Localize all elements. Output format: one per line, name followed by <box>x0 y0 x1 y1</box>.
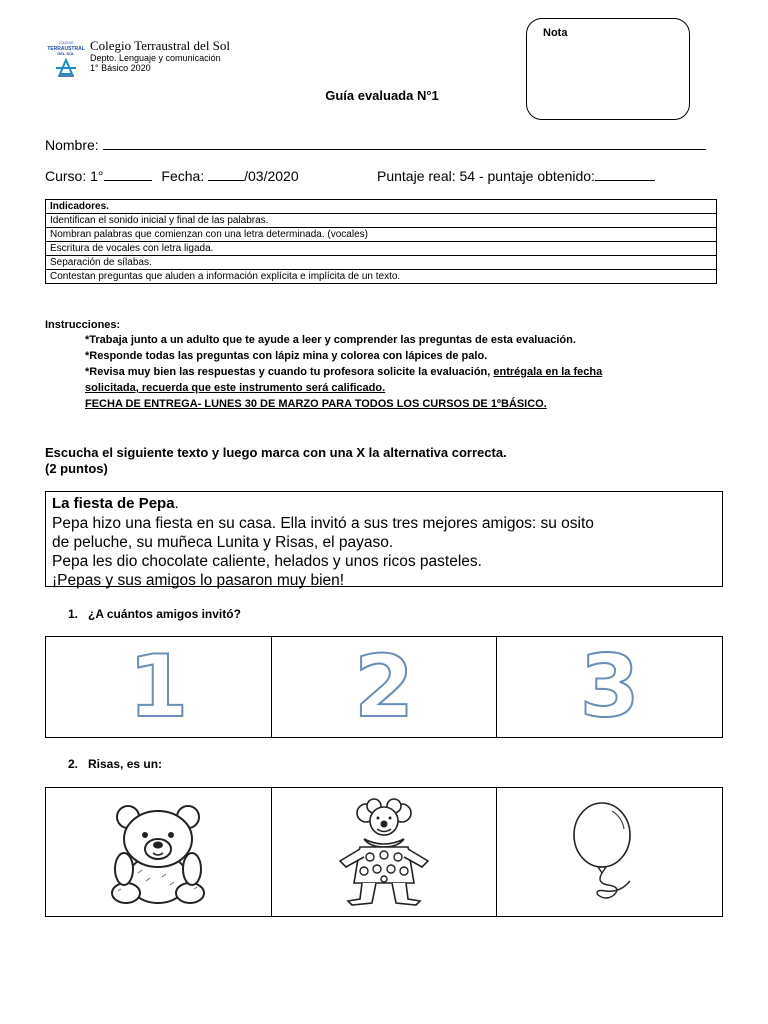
page-title-text: Guía evaluada N°1 <box>325 88 439 103</box>
listen-instruction <box>45 445 507 477</box>
name-row <box>45 136 706 154</box>
date-suffix: /03/2020 <box>244 168 299 184</box>
story-line: Pepa les dio chocolate caliente, helados y unos ricos pasteles. <box>52 553 482 570</box>
question-number: 2. <box>68 757 79 771</box>
indicator-row: Escritura de vocales con letra ligada. <box>46 242 717 256</box>
option-3[interactable] <box>497 637 722 737</box>
story-line: ¡Pepas y sus amigos lo pasaron muy bien! <box>52 572 345 589</box>
question-number: 1. <box>68 607 79 621</box>
story-line: Pepa hizo una fiesta en su casa. Ella invitó a sus tres mejores amigos: su osito <box>52 515 594 532</box>
indicator-row: Identifican el sonido inicial y final de las palabras. <box>46 214 717 228</box>
course-field[interactable] <box>104 167 152 181</box>
question-text: ¿A cuántos amigos invitó? <box>88 607 241 621</box>
question-text: Risas, es un: <box>88 757 163 771</box>
score-field[interactable] <box>595 167 655 181</box>
indicators-header: Indicadores. <box>46 200 717 214</box>
teddy-bear-icon <box>98 797 218 907</box>
indicators-table <box>45 199 717 284</box>
score-row <box>377 167 655 185</box>
option-balloon[interactable] <box>497 788 722 916</box>
school-name: Colegio Terraustral del Sol <box>90 38 231 53</box>
story-title-row <box>52 494 716 514</box>
name-label: Nombre: <box>45 137 99 153</box>
school-logo <box>46 38 86 78</box>
option-2[interactable] <box>272 637 498 737</box>
instruction-text: *Revisa muy bien las respuestas y cuando tu profesora solicite la evaluación, <box>85 366 494 378</box>
digit-three: 3 <box>579 637 640 737</box>
instruction-line: *Trabaja junto a un adulto que te ayude a leer y comprender las preguntas de esta evaluación. <box>85 334 576 346</box>
digit-one: 1 <box>128 637 189 737</box>
option-teddy-bear[interactable] <box>46 788 272 916</box>
page-title <box>0 88 768 103</box>
due-date-line: FECHA DE ENTREGA- LUNES 30 DE MARZO PARA TODOS LOS CURSOS DE 1ºBÁSICO. <box>85 398 547 410</box>
grade-year: 1° Básico 2020 <box>90 63 151 73</box>
score-label: Puntaje real: 54 - puntaje obtenido: <box>377 168 595 184</box>
question-1 <box>68 606 241 622</box>
instruction-line: solicitada, recuerda que este instrumento será calificado. <box>85 382 386 394</box>
instruction-line <box>85 365 602 379</box>
instructions-label: Instrucciones: <box>45 319 121 331</box>
points-line: (2 puntos) <box>45 461 108 476</box>
option-clown[interactable] <box>272 788 498 916</box>
department: Depto. Lenguaje y comunicación <box>90 53 221 63</box>
balloon-icon <box>550 797 670 907</box>
indicator-row: Separación de sílabas. <box>46 256 717 270</box>
date-day-field[interactable] <box>208 167 244 181</box>
svg-text:TERRAUSTRAL: TERRAUSTRAL <box>47 46 85 52</box>
grade-box-label: Nota <box>543 27 568 39</box>
indicator-row: Contestan preguntas que aluden a información explícita e implícita de un texto. <box>46 270 717 284</box>
course-label: Curso: 1° <box>45 168 104 184</box>
question-2-options <box>45 787 723 917</box>
date-label: Fecha: <box>161 168 205 184</box>
clown-icon <box>324 797 444 907</box>
story-title-punct: . <box>174 495 179 512</box>
instruction-line: *Responde todas las preguntas con lápiz mina y colorea con lápices de palo. <box>85 350 488 362</box>
indicator-row: Nombran palabras que comienzan con una letra determinada. (vocales) <box>46 228 717 242</box>
story-title: La fiesta de Pepa <box>52 495 175 512</box>
name-field[interactable] <box>103 136 706 150</box>
listen-line: Escucha el siguiente texto y luego marca con una X la alternativa correcta. <box>45 445 507 460</box>
instruction-underlined: entrégala en la fecha <box>493 366 603 378</box>
info-row <box>45 167 299 185</box>
svg-text:DEL SOL: DEL SOL <box>57 51 75 56</box>
question-1-options <box>45 636 723 738</box>
svg-text:COLEGIO: COLEGIO <box>58 41 74 45</box>
digit-two: 2 <box>354 637 414 737</box>
option-1[interactable] <box>46 637 272 737</box>
story-box <box>45 491 723 587</box>
question-2 <box>68 756 162 772</box>
story-line: de peluche, su muñeca Lunita y Risas, el payaso. <box>52 534 394 551</box>
